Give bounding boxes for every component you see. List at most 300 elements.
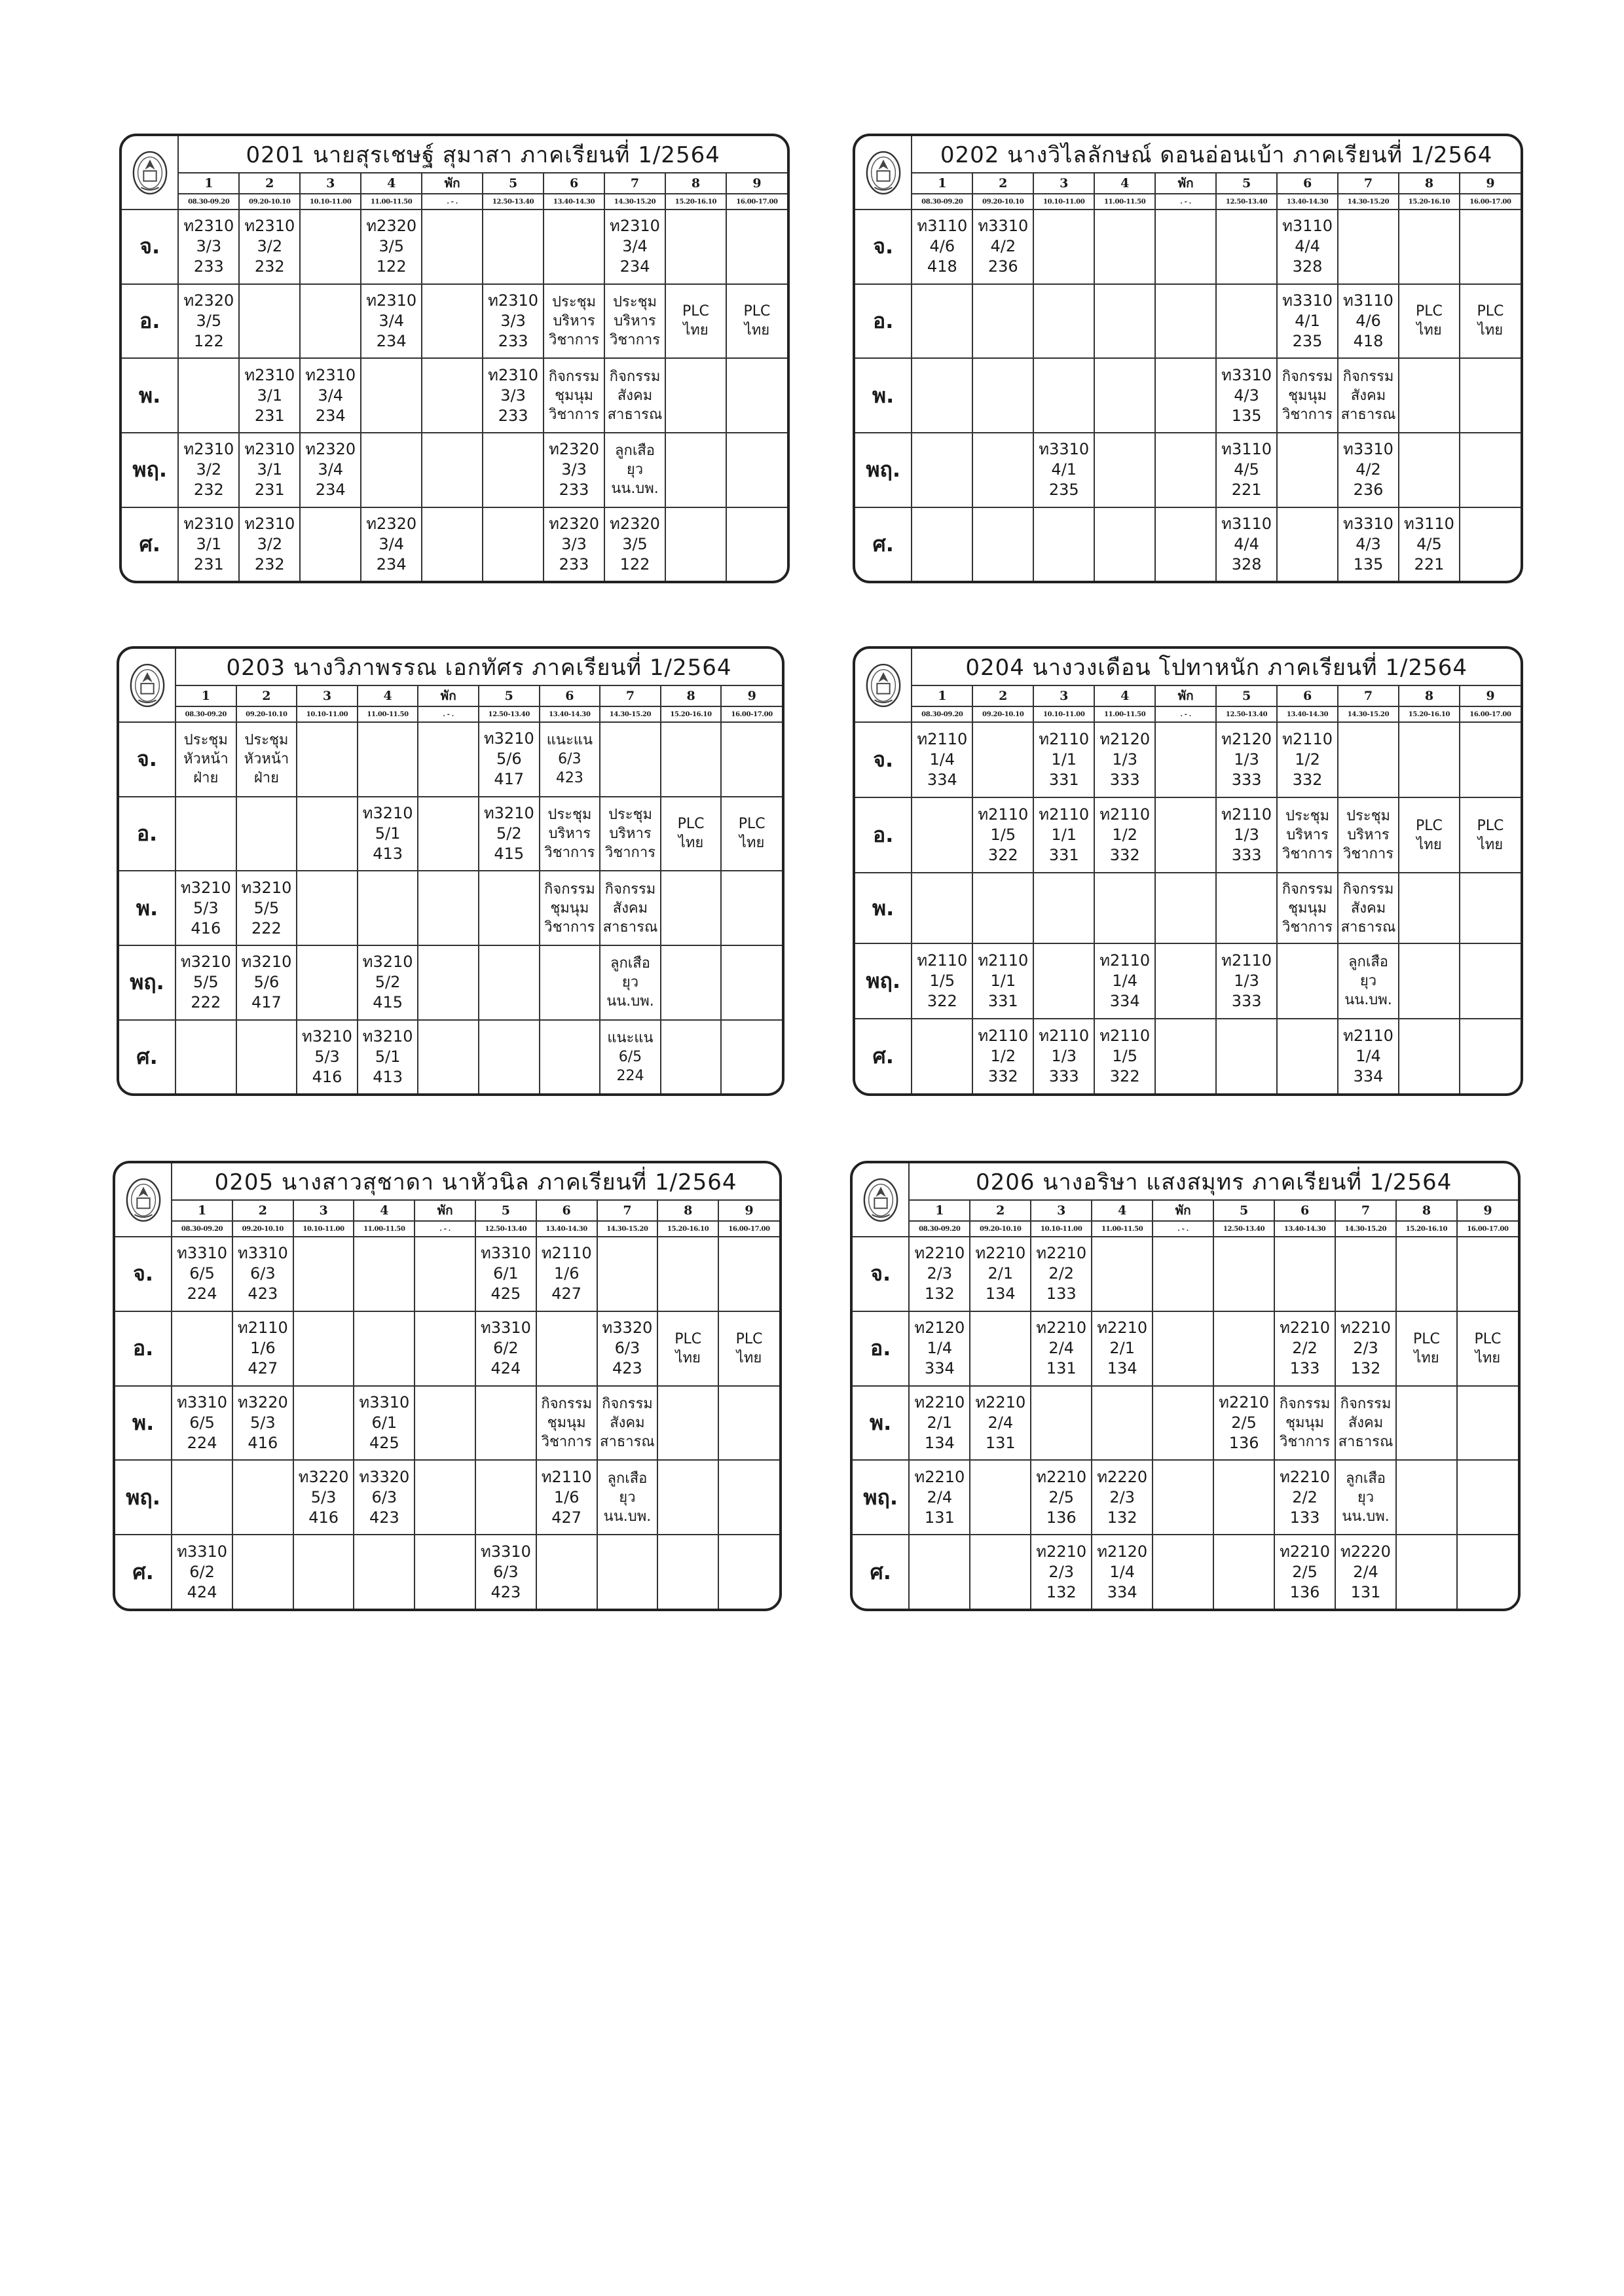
period-time: 09.20-10.10 bbox=[972, 706, 1033, 722]
schedule-cell: ท2210 2/1 134 bbox=[909, 1386, 970, 1461]
schedule-cell bbox=[1031, 1386, 1092, 1461]
schedule-cell bbox=[1155, 210, 1216, 284]
schedule-cell bbox=[415, 1386, 475, 1461]
schedule-cell bbox=[1033, 284, 1094, 359]
schedule-cell: กิจกรรม ชุมนุม วิชาการ bbox=[544, 358, 604, 433]
schedule-cell: ลูกเสือ ยุว นน.บพ. bbox=[1338, 943, 1399, 1019]
period-number: พัก bbox=[1155, 685, 1216, 706]
school-seal-icon bbox=[862, 1176, 900, 1224]
period-time: 09.20-10.10 bbox=[239, 194, 300, 210]
schedule-cell bbox=[718, 1460, 779, 1535]
schedule-cell: ท3310 6/1 425 bbox=[475, 1237, 536, 1311]
schedule-cell bbox=[970, 1311, 1031, 1386]
schedule-cell: ท2320 3/5 122 bbox=[604, 507, 665, 581]
schedule-cell: ท2310 3/1 231 bbox=[239, 358, 300, 433]
day-label: อ. bbox=[119, 797, 175, 871]
period-time: 11.00-11.50 bbox=[1094, 194, 1155, 210]
schedule-cell bbox=[1153, 1386, 1213, 1461]
schedule-cell bbox=[239, 284, 300, 359]
schedule-cell: ท2110 1/3 333 bbox=[1033, 1019, 1094, 1093]
schedule-cell: ท3310 6/2 424 bbox=[475, 1311, 536, 1386]
schedule-cell: ลูกเสือ ยุว นน.บพ. bbox=[1335, 1460, 1396, 1535]
schedule-cell: ท2120 1/3 333 bbox=[1094, 722, 1155, 797]
schedule-cell bbox=[418, 945, 479, 1020]
day-label: พ. bbox=[122, 358, 178, 433]
period-number: 1 bbox=[909, 1200, 970, 1221]
period-time: 16.00-17.00 bbox=[721, 706, 782, 722]
period-number: 2 bbox=[239, 173, 300, 194]
schedule-cell: ท2210 2/3 132 bbox=[909, 1237, 970, 1311]
schedule-cell bbox=[540, 945, 600, 1020]
schedule-cell bbox=[232, 1535, 293, 1609]
period-time: 15.20-16.10 bbox=[1399, 194, 1460, 210]
schedule-cell bbox=[1396, 1535, 1457, 1609]
period-number: 9 bbox=[726, 173, 787, 194]
period-number: 7 bbox=[597, 1200, 658, 1221]
schedule-cell: ท2310 3/2 232 bbox=[239, 210, 300, 284]
schedule-cell: ท3310 6/1 425 bbox=[354, 1386, 415, 1461]
period-number: 4 bbox=[358, 685, 418, 706]
schedule-cell: PLC ไทย bbox=[665, 284, 726, 359]
period-number: 4 bbox=[1094, 685, 1155, 706]
period-time: 13.40-14.30 bbox=[1274, 1221, 1335, 1237]
schedule-cell: ท2110 1/5 322 bbox=[912, 943, 972, 1019]
schedule-cell: ท3210 5/5 222 bbox=[236, 871, 297, 945]
logo-cell bbox=[855, 649, 912, 722]
schedule-cell bbox=[1457, 1460, 1518, 1535]
schedule-cell bbox=[1399, 943, 1460, 1019]
schedule-cell: ท3310 6/3 423 bbox=[232, 1237, 293, 1311]
schedule-cell bbox=[912, 284, 972, 359]
schedule-cell bbox=[972, 722, 1033, 797]
schedule-cell bbox=[354, 1311, 415, 1386]
schedule-cell: ท2110 1/3 333 bbox=[1216, 943, 1277, 1019]
schedule-cell bbox=[422, 507, 483, 581]
schedule-cell bbox=[422, 284, 483, 359]
period-number: 4 bbox=[354, 1200, 415, 1221]
schedule-cell bbox=[1457, 1237, 1518, 1311]
card-title: 0204 นางวงเดือน โปทาหนัก ภาคเรียนที่ 1/2564 bbox=[912, 649, 1521, 685]
schedule-cell: PLC ไทย bbox=[1460, 284, 1521, 359]
schedule-cell bbox=[1399, 1019, 1460, 1093]
schedule-cell: ท2110 1/4 334 bbox=[1338, 1019, 1399, 1093]
day-label: พ. bbox=[115, 1386, 172, 1461]
card-title: 0201 นายสุรเชษฐ์ สุมาสา ภาคเรียนที่ 1/2564 bbox=[178, 136, 787, 173]
period-number: 9 bbox=[721, 685, 782, 706]
schedule-cell bbox=[657, 1460, 718, 1535]
schedule-cell: ท3210 5/3 416 bbox=[175, 871, 236, 945]
schedule-cell bbox=[972, 284, 1033, 359]
schedule-cell: ท2110 1/2 332 bbox=[1094, 797, 1155, 873]
period-number: 2 bbox=[970, 1200, 1031, 1221]
schedule-cell: ประชุม บริหาร วิชาการ bbox=[600, 797, 661, 871]
schedule-cell: ท3310 4/3 135 bbox=[1216, 358, 1277, 433]
period-time: 09.20-10.10 bbox=[236, 706, 297, 722]
schedule-cell bbox=[665, 433, 726, 507]
schedule-cell bbox=[1092, 1386, 1153, 1461]
day-label: พ. bbox=[855, 358, 912, 433]
timetable-card bbox=[119, 134, 790, 583]
schedule-cell bbox=[361, 433, 422, 507]
schedule-cell: กิจกรรม ชุมนุม วิชาการ bbox=[1277, 358, 1338, 433]
period-time: 10.10-11.00 bbox=[1031, 1221, 1092, 1237]
day-label: อ. bbox=[122, 284, 178, 359]
schedule-cell bbox=[1213, 1311, 1274, 1386]
schedule-cell: ท2110 1/5 322 bbox=[972, 797, 1033, 873]
period-time: 12.50-13.40 bbox=[1216, 194, 1277, 210]
day-label: พ. bbox=[853, 1386, 909, 1461]
schedule-cell bbox=[1216, 1019, 1277, 1093]
day-label: อ. bbox=[855, 284, 912, 359]
schedule-cell bbox=[415, 1535, 475, 1609]
schedule-cell: แนะแน 6/5 224 bbox=[600, 1020, 661, 1094]
period-time: 15.20-16.10 bbox=[665, 194, 726, 210]
schedule-cell: กิจกรรม สังคม สาธารณ bbox=[600, 871, 661, 945]
schedule-cell bbox=[597, 1535, 658, 1609]
schedule-cell bbox=[175, 797, 236, 871]
period-number: 4 bbox=[1092, 1200, 1153, 1221]
schedule-cell bbox=[1153, 1311, 1213, 1386]
timetable-card bbox=[113, 1161, 782, 1611]
schedule-cell: PLC ไทย bbox=[721, 797, 782, 871]
schedule-cell bbox=[536, 1311, 597, 1386]
schedule-cell: กิจกรรม สังคม สาธารณ bbox=[1335, 1386, 1396, 1461]
schedule-cell bbox=[172, 1460, 232, 1535]
schedule-cell: แนะแน 6/3 423 bbox=[540, 722, 600, 797]
period-time: 08.30-09.20 bbox=[909, 1221, 970, 1237]
period-time: 10.10-11.00 bbox=[297, 706, 358, 722]
schedule-cell bbox=[536, 1535, 597, 1609]
period-number: 5 bbox=[475, 1200, 536, 1221]
schedule-cell bbox=[475, 1460, 536, 1535]
schedule-cell: ท2320 3/4 234 bbox=[361, 507, 422, 581]
schedule-cell bbox=[300, 284, 361, 359]
schedule-cell bbox=[483, 507, 544, 581]
schedule-cell bbox=[912, 797, 972, 873]
schedule-cell: PLC ไทย bbox=[718, 1311, 779, 1386]
schedule-cell: ท2110 1/4 334 bbox=[912, 722, 972, 797]
day-label: พ. bbox=[855, 873, 912, 943]
schedule-cell bbox=[665, 210, 726, 284]
logo-cell bbox=[115, 1163, 172, 1237]
schedule-cell: ท3320 6/3 423 bbox=[597, 1311, 658, 1386]
schedule-cell: ท2210 2/4 131 bbox=[909, 1460, 970, 1535]
schedule-cell: ท3310 6/2 424 bbox=[172, 1535, 232, 1609]
period-time: 13.40-14.30 bbox=[544, 194, 604, 210]
schedule-cell bbox=[1094, 873, 1155, 943]
schedule-cell: ท3210 5/6 417 bbox=[236, 945, 297, 1020]
schedule-cell bbox=[1277, 1019, 1338, 1093]
period-time: 12.50-13.40 bbox=[479, 706, 540, 722]
schedule-cell: ท2220 2/3 132 bbox=[1092, 1460, 1153, 1535]
period-time: 09.20-10.10 bbox=[232, 1221, 293, 1237]
schedule-cell: ท2310 3/4 234 bbox=[361, 284, 422, 359]
period-number: 1 bbox=[172, 1200, 232, 1221]
schedule-cell: ท3110 4/5 221 bbox=[1216, 433, 1277, 507]
schedule-cell: ท2320 3/3 233 bbox=[544, 433, 604, 507]
school-seal-icon bbox=[864, 662, 902, 709]
schedule-cell: PLC ไทย bbox=[1457, 1311, 1518, 1386]
schedule-cell bbox=[912, 358, 972, 433]
schedule-cell bbox=[1033, 873, 1094, 943]
schedule-cell: ท2210 2/4 131 bbox=[1031, 1311, 1092, 1386]
period-number: 3 bbox=[1031, 1200, 1092, 1221]
schedule-cell bbox=[1155, 722, 1216, 797]
schedule-cell bbox=[358, 871, 418, 945]
schedule-cell: ท2310 3/2 232 bbox=[178, 433, 239, 507]
schedule-cell bbox=[1277, 433, 1338, 507]
schedule-cell: ท2320 3/5 122 bbox=[361, 210, 422, 284]
schedule-cell: PLC ไทย bbox=[1399, 797, 1460, 873]
day-label: พฤ. bbox=[855, 943, 912, 1019]
schedule-cell: ท2320 3/4 234 bbox=[300, 433, 361, 507]
schedule-cell: ท3110 4/6 418 bbox=[912, 210, 972, 284]
period-number: 2 bbox=[972, 685, 1033, 706]
schedule-cell bbox=[1399, 358, 1460, 433]
schedule-cell: ท3310 4/2 236 bbox=[972, 210, 1033, 284]
period-number: 7 bbox=[1338, 173, 1399, 194]
schedule-cell bbox=[1216, 873, 1277, 943]
period-time: 14.30-15.20 bbox=[1338, 706, 1399, 722]
schedule-cell bbox=[1396, 1386, 1457, 1461]
schedule-cell: ประชุม บริหาร วิชาการ bbox=[604, 284, 665, 359]
period-number: 3 bbox=[300, 173, 361, 194]
schedule-cell: ท2110 1/3 333 bbox=[1216, 797, 1277, 873]
schedule-cell: PLC ไทย bbox=[1399, 284, 1460, 359]
period-time: 12.50-13.40 bbox=[1213, 1221, 1274, 1237]
period-number: 9 bbox=[1457, 1200, 1518, 1221]
period-time: 14.30-15.20 bbox=[1335, 1221, 1396, 1237]
timetable-card bbox=[853, 134, 1523, 583]
schedule-cell: กิจกรรม สังคม สาธารณ bbox=[597, 1386, 658, 1461]
schedule-cell: ท2110 1/1 331 bbox=[1033, 797, 1094, 873]
period-number: 7 bbox=[600, 685, 661, 706]
schedule-cell: ท3310 4/2 236 bbox=[1338, 433, 1399, 507]
period-number: 1 bbox=[175, 685, 236, 706]
schedule-cell bbox=[912, 507, 972, 581]
schedule-cell bbox=[422, 433, 483, 507]
schedule-cell bbox=[415, 1237, 475, 1311]
schedule-cell bbox=[597, 1237, 658, 1311]
schedule-cell bbox=[718, 1535, 779, 1609]
period-number: 5 bbox=[1216, 173, 1277, 194]
schedule-cell bbox=[1155, 284, 1216, 359]
period-time: 12.50-13.40 bbox=[475, 1221, 536, 1237]
period-time: 10.10-11.00 bbox=[1033, 706, 1094, 722]
schedule-cell bbox=[415, 1311, 475, 1386]
schedule-cell: ท3310 4/1 235 bbox=[1033, 433, 1094, 507]
period-time: 10.10-11.00 bbox=[1033, 194, 1094, 210]
schedule-cell bbox=[236, 797, 297, 871]
schedule-cell: ลูกเสือ ยุว นน.บพ. bbox=[597, 1460, 658, 1535]
timetable-grid bbox=[853, 1163, 1518, 1609]
schedule-cell bbox=[232, 1460, 293, 1535]
day-label: อ. bbox=[115, 1311, 172, 1386]
period-number: 3 bbox=[1033, 173, 1094, 194]
schedule-cell bbox=[970, 1460, 1031, 1535]
schedule-cell bbox=[1460, 507, 1521, 581]
period-number: 5 bbox=[479, 685, 540, 706]
schedule-cell bbox=[1155, 358, 1216, 433]
period-time: 08.30-09.20 bbox=[175, 706, 236, 722]
schedule-cell bbox=[1094, 210, 1155, 284]
schedule-cell bbox=[293, 1237, 354, 1311]
schedule-cell: ท3110 4/4 328 bbox=[1277, 210, 1338, 284]
day-label: จ. bbox=[855, 722, 912, 797]
schedule-cell: ท2120 1/4 334 bbox=[1092, 1535, 1153, 1609]
schedule-cell: ท3310 4/1 235 bbox=[1277, 284, 1338, 359]
period-time: 15.20-16.10 bbox=[661, 706, 722, 722]
schedule-cell: ท2310 3/3 233 bbox=[178, 210, 239, 284]
schedule-cell: ท3310 6/5 224 bbox=[172, 1237, 232, 1311]
schedule-cell bbox=[540, 1020, 600, 1094]
period-number: 8 bbox=[1399, 173, 1460, 194]
schedule-cell: ท2210 2/3 132 bbox=[1335, 1311, 1396, 1386]
schedule-cell bbox=[1213, 1237, 1274, 1311]
period-number: พัก bbox=[418, 685, 479, 706]
school-seal-icon bbox=[864, 149, 902, 196]
schedule-cell bbox=[422, 358, 483, 433]
period-number: 2 bbox=[236, 685, 297, 706]
day-label: จ. bbox=[855, 210, 912, 284]
schedule-cell: ท2310 3/4 234 bbox=[300, 358, 361, 433]
schedule-cell bbox=[1338, 722, 1399, 797]
schedule-cell: ท3320 6/3 423 bbox=[354, 1460, 415, 1535]
schedule-cell: ประชุม บริหาร วิชาการ bbox=[544, 284, 604, 359]
period-number: 5 bbox=[1216, 685, 1277, 706]
timetable-card bbox=[853, 646, 1523, 1096]
schedule-cell: ท2320 3/5 122 bbox=[178, 284, 239, 359]
period-number: 6 bbox=[1277, 173, 1338, 194]
schedule-cell bbox=[300, 210, 361, 284]
timetable-grid bbox=[119, 649, 782, 1093]
schedule-cell bbox=[297, 722, 358, 797]
schedule-cell: ท3310 4/3 135 bbox=[1338, 507, 1399, 581]
schedule-cell: ท3210 5/6 417 bbox=[479, 722, 540, 797]
period-time: 11.00-11.50 bbox=[358, 706, 418, 722]
schedule-cell: ท2210 2/5 136 bbox=[1213, 1386, 1274, 1461]
period-number: พัก bbox=[422, 173, 483, 194]
timetable-grid bbox=[122, 136, 787, 581]
period-number: 6 bbox=[536, 1200, 597, 1221]
period-number: 9 bbox=[1460, 685, 1521, 706]
period-number: 9 bbox=[718, 1200, 779, 1221]
period-time: 11.00-11.50 bbox=[361, 194, 422, 210]
period-time: . - . bbox=[418, 706, 479, 722]
period-number: 8 bbox=[1396, 1200, 1457, 1221]
day-label: จ. bbox=[853, 1237, 909, 1311]
period-time: 15.20-16.10 bbox=[657, 1221, 718, 1237]
schedule-cell bbox=[1460, 943, 1521, 1019]
schedule-cell bbox=[1457, 1535, 1518, 1609]
period-time: 10.10-11.00 bbox=[293, 1221, 354, 1237]
schedule-cell: ประชุม บริหาร วิชาการ bbox=[1338, 797, 1399, 873]
schedule-cell bbox=[479, 1020, 540, 1094]
schedule-cell bbox=[1460, 873, 1521, 943]
schedule-cell: ท2310 3/1 231 bbox=[239, 433, 300, 507]
schedule-cell bbox=[1216, 284, 1277, 359]
schedule-cell: ท2320 3/3 233 bbox=[544, 507, 604, 581]
schedule-cell bbox=[1094, 507, 1155, 581]
schedule-cell bbox=[422, 210, 483, 284]
period-time: 13.40-14.30 bbox=[1277, 706, 1338, 722]
schedule-cell bbox=[1335, 1237, 1396, 1311]
schedule-cell bbox=[1338, 210, 1399, 284]
period-time: 12.50-13.40 bbox=[1216, 706, 1277, 722]
schedule-cell: PLC ไทย bbox=[661, 797, 722, 871]
period-time: 16.00-17.00 bbox=[718, 1221, 779, 1237]
schedule-cell bbox=[909, 1535, 970, 1609]
period-time: 15.20-16.10 bbox=[1399, 706, 1460, 722]
period-time: . - . bbox=[1153, 1221, 1213, 1237]
schedule-cell bbox=[418, 1020, 479, 1094]
schedule-cell bbox=[297, 945, 358, 1020]
period-time: 16.00-17.00 bbox=[1457, 1221, 1518, 1237]
schedule-cell bbox=[726, 507, 787, 581]
day-label: จ. bbox=[115, 1237, 172, 1311]
schedule-cell bbox=[1033, 210, 1094, 284]
schedule-cell: PLC ไทย bbox=[657, 1311, 718, 1386]
period-number: 8 bbox=[657, 1200, 718, 1221]
period-number: 5 bbox=[483, 173, 544, 194]
schedule-cell: ท2210 2/1 134 bbox=[970, 1237, 1031, 1311]
day-label: ศ. bbox=[122, 507, 178, 581]
period-number: 9 bbox=[1460, 173, 1521, 194]
schedule-cell bbox=[236, 1020, 297, 1094]
period-number: 4 bbox=[361, 173, 422, 194]
schedule-cell: ท2310 3/1 231 bbox=[178, 507, 239, 581]
period-number: พัก bbox=[415, 1200, 475, 1221]
schedule-cell: ท2110 1/5 322 bbox=[1094, 1019, 1155, 1093]
schedule-cell bbox=[175, 1020, 236, 1094]
timetable-grid bbox=[855, 649, 1521, 1093]
school-seal-icon bbox=[131, 149, 169, 196]
schedule-cell bbox=[661, 871, 722, 945]
schedule-cell: ท3210 5/2 415 bbox=[358, 945, 418, 1020]
schedule-cell bbox=[718, 1386, 779, 1461]
schedule-cell bbox=[721, 722, 782, 797]
schedule-cell bbox=[1457, 1386, 1518, 1461]
schedule-cell bbox=[1155, 943, 1216, 1019]
schedule-cell bbox=[1399, 873, 1460, 943]
schedule-cell bbox=[1155, 507, 1216, 581]
schedule-cell bbox=[665, 507, 726, 581]
period-number: 2 bbox=[232, 1200, 293, 1221]
period-number: 6 bbox=[1274, 1200, 1335, 1221]
timetable-card bbox=[117, 646, 784, 1096]
card-title: 0205 นางสาวสุชาดา นาหัวนิล ภาคเรียนที่ 1/2564 bbox=[172, 1163, 779, 1200]
schedule-cell bbox=[661, 1020, 722, 1094]
schedule-cell: ท3110 4/4 328 bbox=[1216, 507, 1277, 581]
period-time: 12.50-13.40 bbox=[483, 194, 544, 210]
schedule-cell: ท3210 5/2 415 bbox=[479, 797, 540, 871]
logo-cell bbox=[855, 136, 912, 210]
day-label: ศ. bbox=[115, 1535, 172, 1609]
schedule-cell bbox=[721, 945, 782, 1020]
day-label: ศ. bbox=[853, 1535, 909, 1609]
schedule-cell: กิจกรรม ชุมนุม วิชาการ bbox=[540, 871, 600, 945]
period-time: 08.30-09.20 bbox=[172, 1221, 232, 1237]
schedule-cell bbox=[721, 871, 782, 945]
schedule-cell: PLC ไทย bbox=[1396, 1311, 1457, 1386]
schedule-cell: ท2310 3/3 233 bbox=[483, 284, 544, 359]
schedule-cell bbox=[1153, 1535, 1213, 1609]
period-time: 08.30-09.20 bbox=[178, 194, 239, 210]
schedule-cell bbox=[1094, 433, 1155, 507]
schedule-cell bbox=[1460, 1019, 1521, 1093]
schedule-cell bbox=[1092, 1237, 1153, 1311]
period-time: 09.20-10.10 bbox=[970, 1221, 1031, 1237]
